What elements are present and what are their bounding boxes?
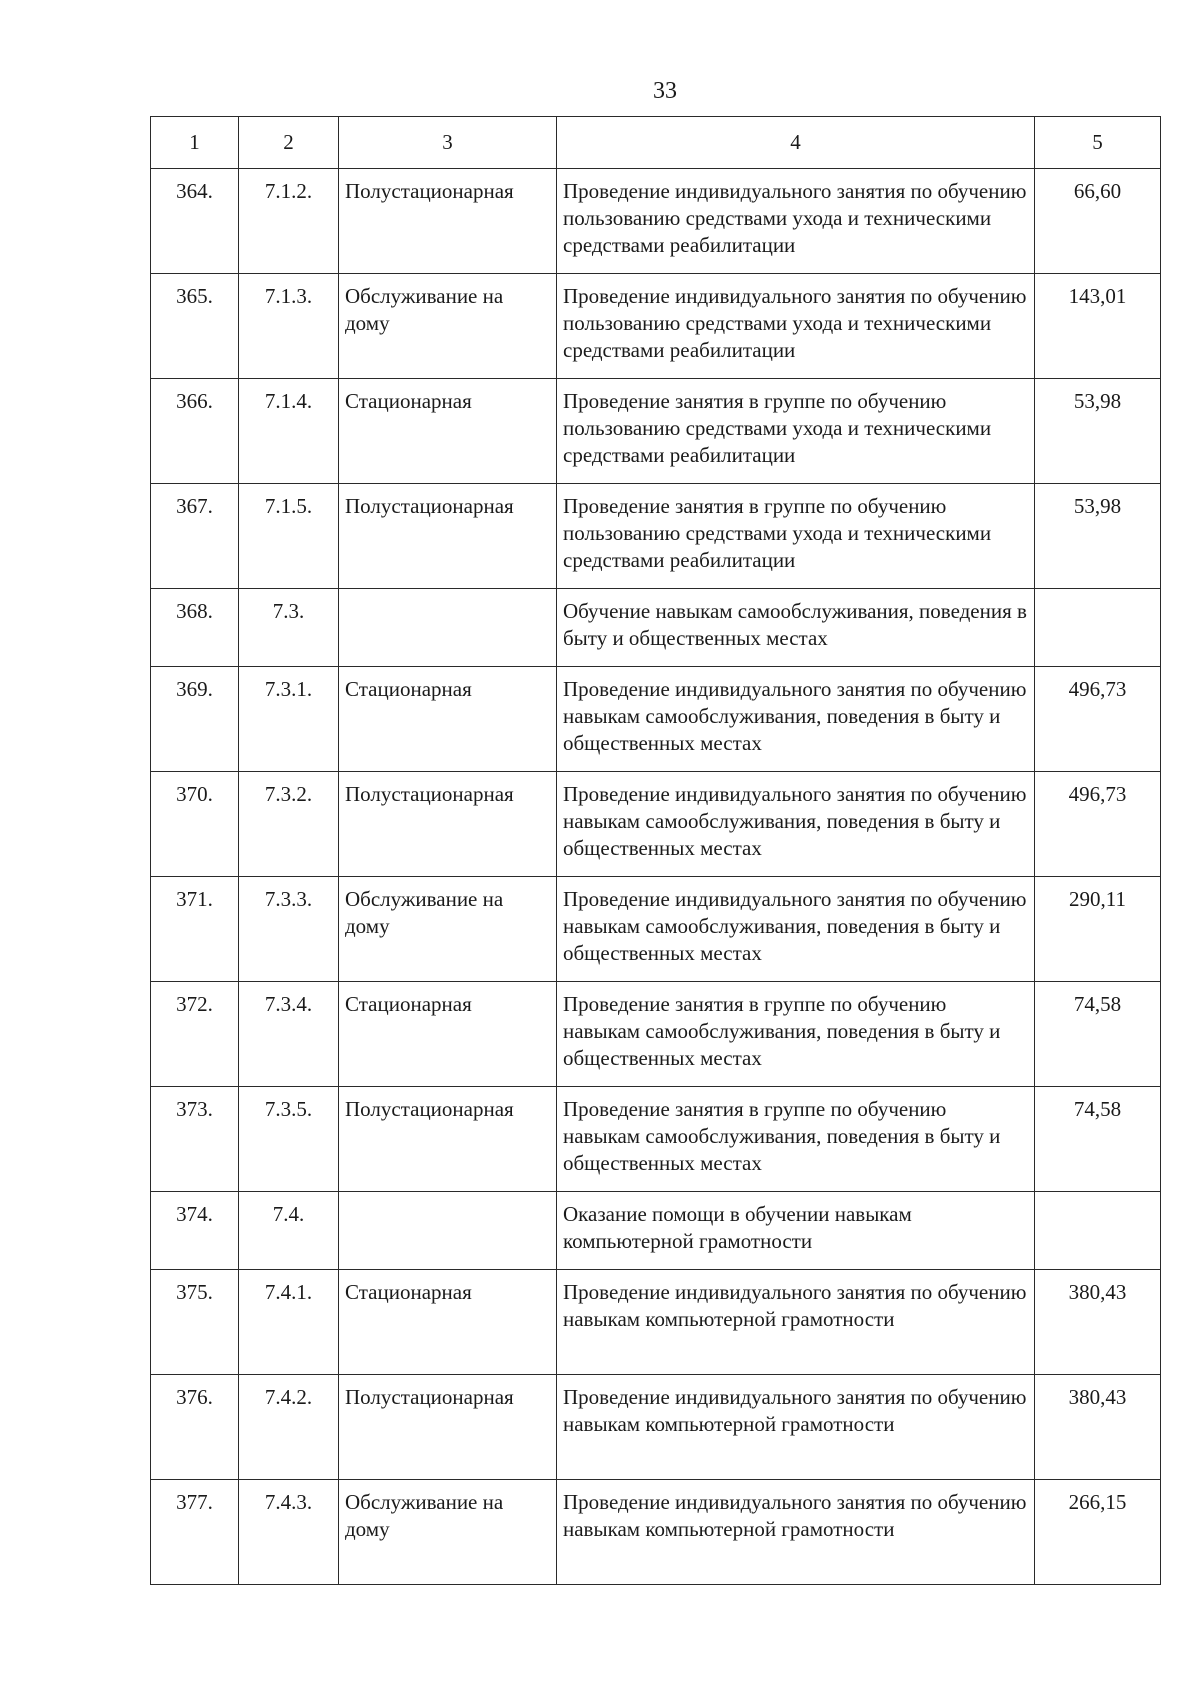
table-row	[151, 877, 1161, 982]
row-number: 364.	[151, 169, 239, 274]
service-description: Проведение индивидуального занятия по обучению навыкам самообслуживания, поведения в быту и общественных местах	[557, 877, 1035, 982]
row-number: 375.	[151, 1270, 239, 1375]
service-code: 7.1.2.	[239, 169, 339, 274]
service-description: Обучение навыкам самообслуживания, поведения в быту и общественных местах	[557, 589, 1035, 667]
tariff-value: 290,11	[1035, 877, 1161, 982]
service-code: 7.3.3.	[239, 877, 339, 982]
service-description: Оказание помощи в обучении навыкам компьютерной грамотности	[557, 1192, 1035, 1270]
service-description: Проведение индивидуального занятия по обучению навыкам самообслуживания, поведения в быту и общественных местах	[557, 772, 1035, 877]
page-number: 33	[653, 78, 677, 104]
tariff-value: 53,98	[1035, 484, 1161, 589]
tariff-value: 74,58	[1035, 982, 1161, 1087]
service-code: 7.3.4.	[239, 982, 339, 1087]
tariff-value: 53,98	[1035, 379, 1161, 484]
service-form: Полустационарная	[339, 484, 557, 589]
row-number: 370.	[151, 772, 239, 877]
service-form: Стационарная	[339, 1270, 557, 1375]
row-number: 371.	[151, 877, 239, 982]
row-number: 369.	[151, 667, 239, 772]
table-row	[151, 274, 1161, 379]
tariff-value: 74,58	[1035, 1087, 1161, 1192]
tariff-value: 380,43	[1035, 1270, 1161, 1375]
table-row	[151, 1270, 1161, 1375]
service-description: Проведение индивидуального занятия по обучению навыкам самообслуживания, поведения в быту и общественных местах	[557, 667, 1035, 772]
service-code: 7.4.	[239, 1192, 339, 1270]
row-number: 366.	[151, 379, 239, 484]
service-description: Проведение индивидуального занятия по обучению пользованию средствами ухода и техническими средствами реабилитации	[557, 169, 1035, 274]
service-form: Полустационарная	[339, 1087, 557, 1192]
service-description: Проведение индивидуального занятия по обучению пользованию средствами ухода и техническими средствами реабилитации	[557, 274, 1035, 379]
table-row	[151, 667, 1161, 772]
service-description: Проведение занятия в группе по обучению навыкам самообслуживания, поведения в быту и общественных местах	[557, 982, 1035, 1087]
column-header-5: 5	[1035, 117, 1161, 169]
tariff-value: 380,43	[1035, 1375, 1161, 1480]
table-header-row	[151, 117, 1161, 169]
service-code: 7.3.5.	[239, 1087, 339, 1192]
tariff-value	[1035, 1192, 1161, 1270]
service-description: Проведение индивидуального занятия по обучению навыкам компьютерной грамотности	[557, 1270, 1035, 1375]
table-row	[151, 1480, 1161, 1585]
row-number: 374.	[151, 1192, 239, 1270]
tariff-value: 143,01	[1035, 274, 1161, 379]
table-row	[151, 589, 1161, 667]
service-description: Проведение индивидуального занятия по обучению навыкам компьютерной грамотности	[557, 1480, 1035, 1585]
table-row	[151, 379, 1161, 484]
service-description: Проведение занятия в группе по обучению навыкам самообслуживания, поведения в быту и общественных местах	[557, 1087, 1035, 1192]
row-number: 376.	[151, 1375, 239, 1480]
service-form: Обслуживание на дому	[339, 274, 557, 379]
table-row	[151, 484, 1161, 589]
service-code: 7.3.2.	[239, 772, 339, 877]
service-form: Стационарная	[339, 667, 557, 772]
service-form: Стационарная	[339, 379, 557, 484]
service-code: 7.4.2.	[239, 1375, 339, 1480]
service-form	[339, 589, 557, 667]
service-description: Проведение занятия в группе по обучению пользованию средствами ухода и техническими средствами реабилитации	[557, 379, 1035, 484]
column-header-3: 3	[339, 117, 557, 169]
tariff-value: 496,73	[1035, 772, 1161, 877]
service-code: 7.4.3.	[239, 1480, 339, 1585]
table-row	[151, 772, 1161, 877]
table-row	[151, 982, 1161, 1087]
column-header-2: 2	[239, 117, 339, 169]
tariff-value	[1035, 589, 1161, 667]
service-form	[339, 1192, 557, 1270]
service-form: Обслуживание на дому	[339, 1480, 557, 1585]
service-form: Полустационарная	[339, 772, 557, 877]
column-header-4: 4	[557, 117, 1035, 169]
service-form: Полустационарная	[339, 169, 557, 274]
service-code: 7.3.1.	[239, 667, 339, 772]
row-number: 368.	[151, 589, 239, 667]
service-code: 7.3.	[239, 589, 339, 667]
service-description: Проведение занятия в группе по обучению пользованию средствами ухода и техническими средствами реабилитации	[557, 484, 1035, 589]
column-header-1: 1	[151, 117, 239, 169]
service-code: 7.1.4.	[239, 379, 339, 484]
service-code: 7.4.1.	[239, 1270, 339, 1375]
table-row	[151, 1375, 1161, 1480]
row-number: 367.	[151, 484, 239, 589]
row-number: 373.	[151, 1087, 239, 1192]
service-code: 7.1.3.	[239, 274, 339, 379]
service-form: Полустационарная	[339, 1375, 557, 1480]
table-row	[151, 1192, 1161, 1270]
tariff-table-container	[150, 116, 1160, 1585]
tariff-value: 66,60	[1035, 169, 1161, 274]
table-row	[151, 169, 1161, 274]
tariff-value: 266,15	[1035, 1480, 1161, 1585]
row-number: 377.	[151, 1480, 239, 1585]
service-code: 7.1.5.	[239, 484, 339, 589]
tariff-table	[150, 116, 1161, 1585]
row-number: 372.	[151, 982, 239, 1087]
service-form: Обслуживание на дому	[339, 877, 557, 982]
row-number: 365.	[151, 274, 239, 379]
table-row	[151, 1087, 1161, 1192]
tariff-value: 496,73	[1035, 667, 1161, 772]
service-form: Стационарная	[339, 982, 557, 1087]
service-description: Проведение индивидуального занятия по обучению навыкам компьютерной грамотности	[557, 1375, 1035, 1480]
